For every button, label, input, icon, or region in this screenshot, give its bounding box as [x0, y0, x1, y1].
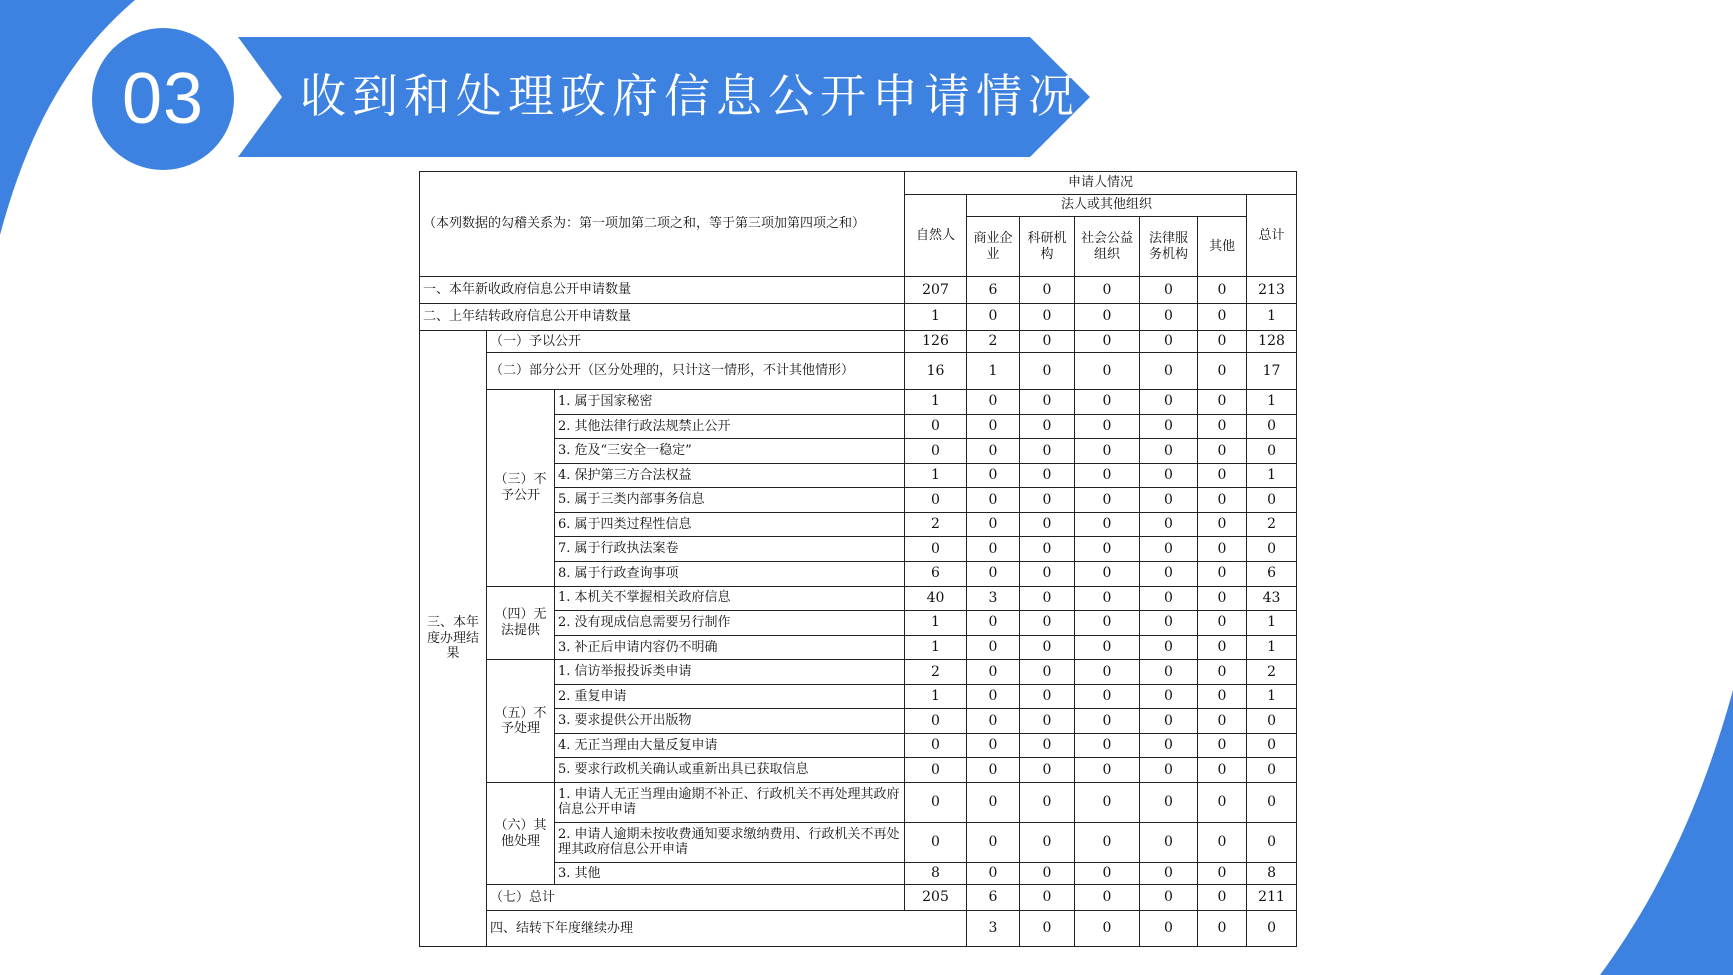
table-cell: 0 [967, 611, 1020, 636]
row-label: 3. 其他 [555, 862, 905, 885]
row-label: 4. 保护第三方合法权益 [555, 463, 905, 488]
row-label: 1. 属于国家秘密 [555, 390, 905, 415]
row-label: 5. 属于三类内部事务信息 [555, 488, 905, 513]
row-label: 8. 属于行政查询事项 [555, 561, 905, 586]
table-cell: 0 [1020, 635, 1075, 660]
table-cell: 0 [905, 414, 967, 439]
table-cell: 213 [1247, 277, 1297, 304]
table-cell: 0 [1247, 758, 1297, 783]
table-cell: 0 [905, 733, 967, 758]
table-cell: 0 [1075, 512, 1140, 537]
table-cell: 0 [1198, 862, 1247, 885]
table-cell: 3 [967, 586, 1020, 611]
table-cell: 1 [905, 304, 967, 331]
row-label: 3. 要求提供公开出版物 [555, 709, 905, 734]
table-cell: 0 [1075, 330, 1140, 353]
row-label: 5. 要求行政机关确认或重新出具已获取信息 [555, 758, 905, 783]
row-label: （一）予以公开 [487, 330, 905, 353]
table-cell: 0 [1020, 304, 1075, 331]
table-cell: 0 [1075, 684, 1140, 709]
bottom-right-swoosh [1600, 690, 1733, 975]
table-cell: 0 [1198, 304, 1247, 331]
table-cell: 0 [1020, 822, 1075, 862]
table-cell: 6 [1247, 561, 1297, 586]
table-cell: 0 [1198, 709, 1247, 734]
table-cell: 0 [1247, 439, 1297, 464]
row-label: 一、本年新收政府信息公开申请数量 [420, 277, 905, 304]
table-cell: 6 [967, 277, 1020, 304]
table-cell: 0 [1247, 733, 1297, 758]
table-cell: 0 [1140, 910, 1198, 946]
row-label: 4. 无正当理由大量反复申请 [555, 733, 905, 758]
table-cell: 0 [967, 488, 1020, 513]
table-cell: 0 [1198, 277, 1247, 304]
table-cell: 0 [1075, 414, 1140, 439]
table-cell: 205 [905, 885, 967, 911]
row-label: （二）部分公开（区分处理的，只计这一情形，不计其他情形） [487, 353, 905, 390]
table-cell: 0 [1020, 439, 1075, 464]
table-cell: 0 [967, 390, 1020, 415]
table-cell: 0 [1140, 414, 1198, 439]
table-cell: 0 [967, 561, 1020, 586]
table-cell: 0 [1020, 660, 1075, 685]
table-cell: 0 [1198, 463, 1247, 488]
table-cell: 6 [905, 561, 967, 586]
table-cell: 126 [905, 330, 967, 353]
sub-label-not-processed: （五）不予处理 [487, 660, 555, 783]
table-cell: 0 [1198, 611, 1247, 636]
table-cell: 0 [1140, 611, 1198, 636]
table-cell: 1 [905, 611, 967, 636]
table-cell: 0 [967, 537, 1020, 562]
table-note: （本列数据的勾稽关系为：第一项加第二项之和，等于第三项加第四项之和） [420, 172, 905, 277]
table-cell: 0 [1198, 733, 1247, 758]
table-cell: 8 [905, 862, 967, 885]
table-cell: 0 [967, 862, 1020, 885]
table-cell: 0 [1075, 586, 1140, 611]
table-cell: 0 [1140, 439, 1198, 464]
table-cell: 0 [1020, 488, 1075, 513]
table-cell: 0 [1075, 304, 1140, 331]
table-cell: 0 [1075, 390, 1140, 415]
table-cell: 1 [905, 390, 967, 415]
table-cell: 0 [1020, 862, 1075, 885]
sub-label-withheld: （三）不予公开 [487, 390, 555, 587]
row-label: 3. 补正后申请内容仍不明确 [555, 635, 905, 660]
table-cell: 0 [905, 822, 967, 862]
table-cell: 0 [905, 783, 967, 823]
table-cell: 0 [967, 758, 1020, 783]
row-label: （七）总计 [487, 885, 905, 911]
table-cell: 0 [1247, 414, 1297, 439]
table-cell: 1 [905, 463, 967, 488]
table-cell: 0 [1075, 709, 1140, 734]
table-cell: 0 [1140, 512, 1198, 537]
table-cell: 0 [1075, 758, 1140, 783]
table-cell: 0 [905, 537, 967, 562]
table-cell: 0 [1075, 862, 1140, 885]
table-cell: 0 [1198, 885, 1247, 911]
table-row [420, 910, 1297, 946]
table-cell: 1 [905, 684, 967, 709]
table-cell: 0 [1020, 885, 1075, 911]
table-cell: 0 [1198, 488, 1247, 513]
table-cell: 0 [1198, 353, 1247, 390]
row-label: 四、结转下年度继续办理 [487, 910, 967, 946]
table-row [420, 586, 1297, 611]
table-cell: 0 [1247, 783, 1297, 823]
table-cell: 0 [1020, 783, 1075, 823]
table-cell: 0 [1198, 512, 1247, 537]
row-label: 6. 属于四类过程性信息 [555, 512, 905, 537]
table-cell: 0 [905, 439, 967, 464]
header-applicant: 申请人情况 [905, 172, 1297, 195]
table-row [420, 390, 1297, 415]
table-row [420, 304, 1297, 331]
table-cell: 0 [1075, 635, 1140, 660]
table-cell: 0 [1075, 822, 1140, 862]
table-cell: 0 [1140, 353, 1198, 390]
table-cell: 207 [905, 277, 967, 304]
table-cell: 0 [967, 414, 1020, 439]
table-cell: 0 [1140, 330, 1198, 353]
table-cell: 2 [905, 512, 967, 537]
table-cell: 0 [1198, 783, 1247, 823]
table-cell: 0 [1198, 660, 1247, 685]
table-cell: 0 [1140, 758, 1198, 783]
row-label: 二、上年结转政府信息公开申请数量 [420, 304, 905, 331]
table-row [420, 330, 1297, 353]
table-cell: 0 [1140, 885, 1198, 911]
table-cell: 0 [1075, 353, 1140, 390]
table-cell: 1 [1247, 684, 1297, 709]
table-cell: 1 [1247, 611, 1297, 636]
table-cell: 0 [1020, 390, 1075, 415]
table-cell: 0 [1075, 660, 1140, 685]
table-cell: 6 [967, 885, 1020, 911]
table-cell: 0 [905, 709, 967, 734]
table-cell: 0 [1247, 822, 1297, 862]
section-number-badge: 03 [92, 28, 234, 170]
table-cell: 0 [1140, 277, 1198, 304]
table-cell: 0 [1020, 414, 1075, 439]
table-cell: 0 [1020, 537, 1075, 562]
table-cell: 0 [1140, 561, 1198, 586]
table-cell: 1 [1247, 304, 1297, 331]
table-cell: 0 [967, 660, 1020, 685]
report-table [419, 171, 1297, 947]
row-label: 7. 属于行政执法案卷 [555, 537, 905, 562]
sub-label-other-handling: （六）其他处理 [487, 783, 555, 885]
row-label: 2. 申请人逾期未按收费通知要求缴纳费用、行政机关不再处理其政府信息公开申请 [555, 822, 905, 862]
sub-label-unavailable: （四）无法提供 [487, 586, 555, 660]
table-cell: 0 [1198, 910, 1247, 946]
table-cell: 0 [1075, 783, 1140, 823]
header-total: 总计 [1247, 194, 1297, 277]
table-cell: 0 [1075, 733, 1140, 758]
header-legal-entity: 法人或其他组织 [967, 194, 1247, 217]
table-cell: 211 [1247, 885, 1297, 911]
table-cell: 0 [1198, 822, 1247, 862]
table-cell: 0 [1140, 684, 1198, 709]
page-title: 收到和处理政府信息公开申请情况 [300, 69, 1080, 123]
table-cell: 0 [1140, 635, 1198, 660]
table-cell: 0 [967, 822, 1020, 862]
header-other: 其他 [1198, 217, 1247, 277]
table-cell: 43 [1247, 586, 1297, 611]
table-cell: 0 [1020, 709, 1075, 734]
table-cell: 0 [1020, 611, 1075, 636]
table-cell: 0 [1247, 709, 1297, 734]
table-cell: 0 [1140, 862, 1198, 885]
table-cell: 0 [905, 488, 967, 513]
table-cell: 1 [1247, 390, 1297, 415]
table-cell: 0 [1198, 439, 1247, 464]
table-cell: 40 [905, 586, 967, 611]
table-cell: 16 [905, 353, 967, 390]
table-cell: 0 [1140, 822, 1198, 862]
table-cell: 0 [1140, 660, 1198, 685]
table-cell: 0 [1075, 537, 1140, 562]
table-cell: 0 [1075, 277, 1140, 304]
table-cell: 0 [967, 684, 1020, 709]
table-cell: 0 [905, 758, 967, 783]
table-cell: 0 [1020, 353, 1075, 390]
table-cell: 0 [1140, 390, 1198, 415]
table-cell: 0 [1020, 910, 1075, 946]
table-cell: 0 [1198, 537, 1247, 562]
table-cell: 0 [1198, 758, 1247, 783]
table-row [420, 783, 1297, 823]
table-cell: 0 [1140, 586, 1198, 611]
table-cell: 0 [1140, 733, 1198, 758]
table-cell: 0 [1020, 684, 1075, 709]
table-cell: 2 [905, 660, 967, 685]
table-cell: 0 [1198, 390, 1247, 415]
table-cell: 0 [1020, 512, 1075, 537]
table-cell: 0 [1140, 488, 1198, 513]
table-cell: 0 [967, 463, 1020, 488]
table-cell: 0 [1198, 330, 1247, 353]
table-cell: 2 [1247, 660, 1297, 685]
table-cell: 2 [1247, 512, 1297, 537]
header-legal-service: 法律服务机构 [1140, 217, 1198, 277]
table-cell: 0 [1198, 635, 1247, 660]
row-label: 1. 信访举报投诉类申请 [555, 660, 905, 685]
header-social: 社会公益组织 [1075, 217, 1140, 277]
table-cell: 0 [1198, 684, 1247, 709]
row-label: 2. 重复申请 [555, 684, 905, 709]
table-cell: 1 [967, 353, 1020, 390]
table-cell: 1 [1247, 463, 1297, 488]
table-cell: 0 [967, 709, 1020, 734]
table-cell: 0 [1140, 537, 1198, 562]
table-cell: 0 [967, 439, 1020, 464]
row-label: 1. 申请人无正当理由逾期不补正、行政机关不再处理其政府信息公开申请 [555, 783, 905, 823]
table-row [420, 660, 1297, 685]
table-row [420, 885, 1297, 911]
table-cell: 0 [1075, 885, 1140, 911]
table-cell: 0 [1075, 561, 1140, 586]
table-cell: 0 [967, 304, 1020, 331]
table-cell: 0 [1075, 611, 1140, 636]
results-group-label: 三、本年度办理结果 [420, 330, 487, 946]
table-cell: 8 [1247, 862, 1297, 885]
table-cell: 0 [1198, 586, 1247, 611]
table-cell: 0 [1020, 733, 1075, 758]
header-natural-person: 自然人 [905, 194, 967, 277]
table-cell: 2 [967, 330, 1020, 353]
table-cell: 0 [1020, 586, 1075, 611]
table-cell: 1 [905, 635, 967, 660]
table-cell: 0 [1247, 488, 1297, 513]
table-cell: 0 [967, 512, 1020, 537]
row-label: 1. 本机关不掌握相关政府信息 [555, 586, 905, 611]
header-research: 科研机构 [1020, 217, 1075, 277]
row-label: 2. 其他法律行政法规禁止公开 [555, 414, 905, 439]
table-cell: 0 [1020, 561, 1075, 586]
table-cell: 0 [1140, 463, 1198, 488]
table-cell: 0 [967, 733, 1020, 758]
table-cell: 0 [967, 635, 1020, 660]
table-cell: 0 [1198, 414, 1247, 439]
table-cell: 0 [1020, 330, 1075, 353]
table-cell: 0 [967, 783, 1020, 823]
table-row [420, 277, 1297, 304]
table-cell: 0 [1075, 463, 1140, 488]
table-row [420, 353, 1297, 390]
table-cell: 0 [1075, 910, 1140, 946]
table-cell: 128 [1247, 330, 1297, 353]
table-cell: 1 [1247, 635, 1297, 660]
table-cell: 0 [1140, 304, 1198, 331]
row-label: 2. 没有现成信息需要另行制作 [555, 611, 905, 636]
table-cell: 0 [1075, 488, 1140, 513]
table-cell: 0 [1140, 709, 1198, 734]
row-label: 3. 危及“三安全一稳定” [555, 439, 905, 464]
table-cell: 0 [1247, 537, 1297, 562]
table-cell: 0 [1198, 561, 1247, 586]
table-cell: 0 [1140, 783, 1198, 823]
table-cell: 0 [1247, 910, 1297, 946]
table-cell: 0 [1020, 277, 1075, 304]
header-business: 商业企业 [967, 217, 1020, 277]
table-cell: 3 [967, 910, 1020, 946]
table-cell: 0 [1020, 758, 1075, 783]
table-cell: 17 [1247, 353, 1297, 390]
table-cell: 0 [1020, 463, 1075, 488]
table-cell: 0 [1075, 439, 1140, 464]
